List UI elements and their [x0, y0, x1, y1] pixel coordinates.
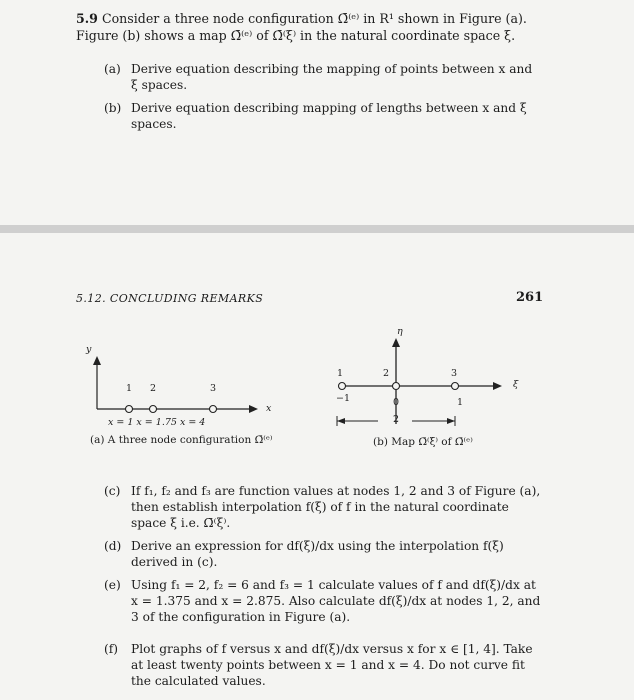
part-c-text: If f₁, f₂ and f₃ are function values at nodes 1, 2 and 3 of Figure (a), then establish interpolation f(ξ) of f in the natural coordinate space ξ i.e. Ω̄⁽ξ⁾.: [131, 484, 541, 530]
part-a-tag: (a): [104, 62, 121, 76]
top-page: [0, 0, 634, 225]
part-f-text: Plot graphs of f versus x and df(ξ)/dx versus x for x ∈ [1, 4]. Take at least twenty points between x = 1 and x = 4. Do not curve fit the calculated values.: [131, 642, 533, 688]
part-b-tag: (b): [104, 101, 122, 115]
page-number: 261: [516, 290, 544, 305]
part-f-tag: (f): [104, 642, 119, 656]
fig-b-caption: (b) Map Ω̄⁽ξ⁾ of Ω̄⁽ᵉ⁾: [373, 436, 473, 448]
fig-a-node-3: 3: [210, 383, 217, 394]
fig-a-node-1: 1: [126, 383, 133, 394]
figure-b-lines: [0, 233, 634, 493]
part-b-text: Derive equation describing mapping of lengths between x and ξ spaces.: [131, 101, 527, 131]
fig-b-node-3: 3: [451, 368, 458, 379]
fig-a-caption: (a) A three node configuration Ω̄⁽ᵉ⁾: [90, 434, 273, 446]
part-d-tag: (d): [104, 539, 122, 553]
fig-a-y-label: y: [86, 344, 92, 355]
fig-a-positions: x = 1 x = 1.75 x = 4: [108, 417, 206, 428]
problem-intro: Consider a three node configuration Ω̄⁽ᵉ⁾ in R¹ shown in Figure (a). Figure (b) shows a map Ω̄⁽ᵉ⁾ of Ω̄⁽ξ⁾ in the natural coordinate space ξ.: [76, 11, 527, 43]
fig-b-eta-label: η: [397, 326, 403, 337]
part-c-tag: (c): [104, 484, 121, 498]
section-header: 5.12. CONCLUDING REMARKS: [76, 292, 264, 305]
fig-a-x-label: x: [266, 403, 272, 414]
part-e-text: Using f₁ = 2, f₂ = 6 and f₃ = 1 calculate values of f and df(ξ)/dx at x = 1.375 and x = 2.875. Also calculate df(ξ)/dx at nodes 1, 2, and 3 of the configuration in Figure (a).: [131, 578, 541, 624]
fig-b-xi-minus1: −1: [336, 393, 351, 404]
part-a-text: Derive equation describing the mapping of points between x and ξ spaces.: [131, 62, 533, 92]
fig-b-length: 2: [393, 414, 400, 425]
part-e-tag: (e): [104, 578, 121, 592]
fig-b-xi-1: 1: [457, 397, 464, 408]
part-d-text: Derive an expression for df(ξ)/dx using the interpolation f(ξ) derived in (c).: [131, 539, 504, 569]
problem-number: 5.9: [76, 11, 98, 26]
fig-b-node-2: 2: [383, 368, 390, 379]
fig-a-node-2: 2: [150, 383, 157, 394]
problem-5-9: [76, 10, 556, 44]
bottom-page: [0, 233, 634, 700]
fig-b-xi-0: 0: [393, 397, 400, 408]
fig-b-xi-label: ξ: [513, 379, 519, 390]
fig-b-node-1: 1: [337, 368, 344, 379]
